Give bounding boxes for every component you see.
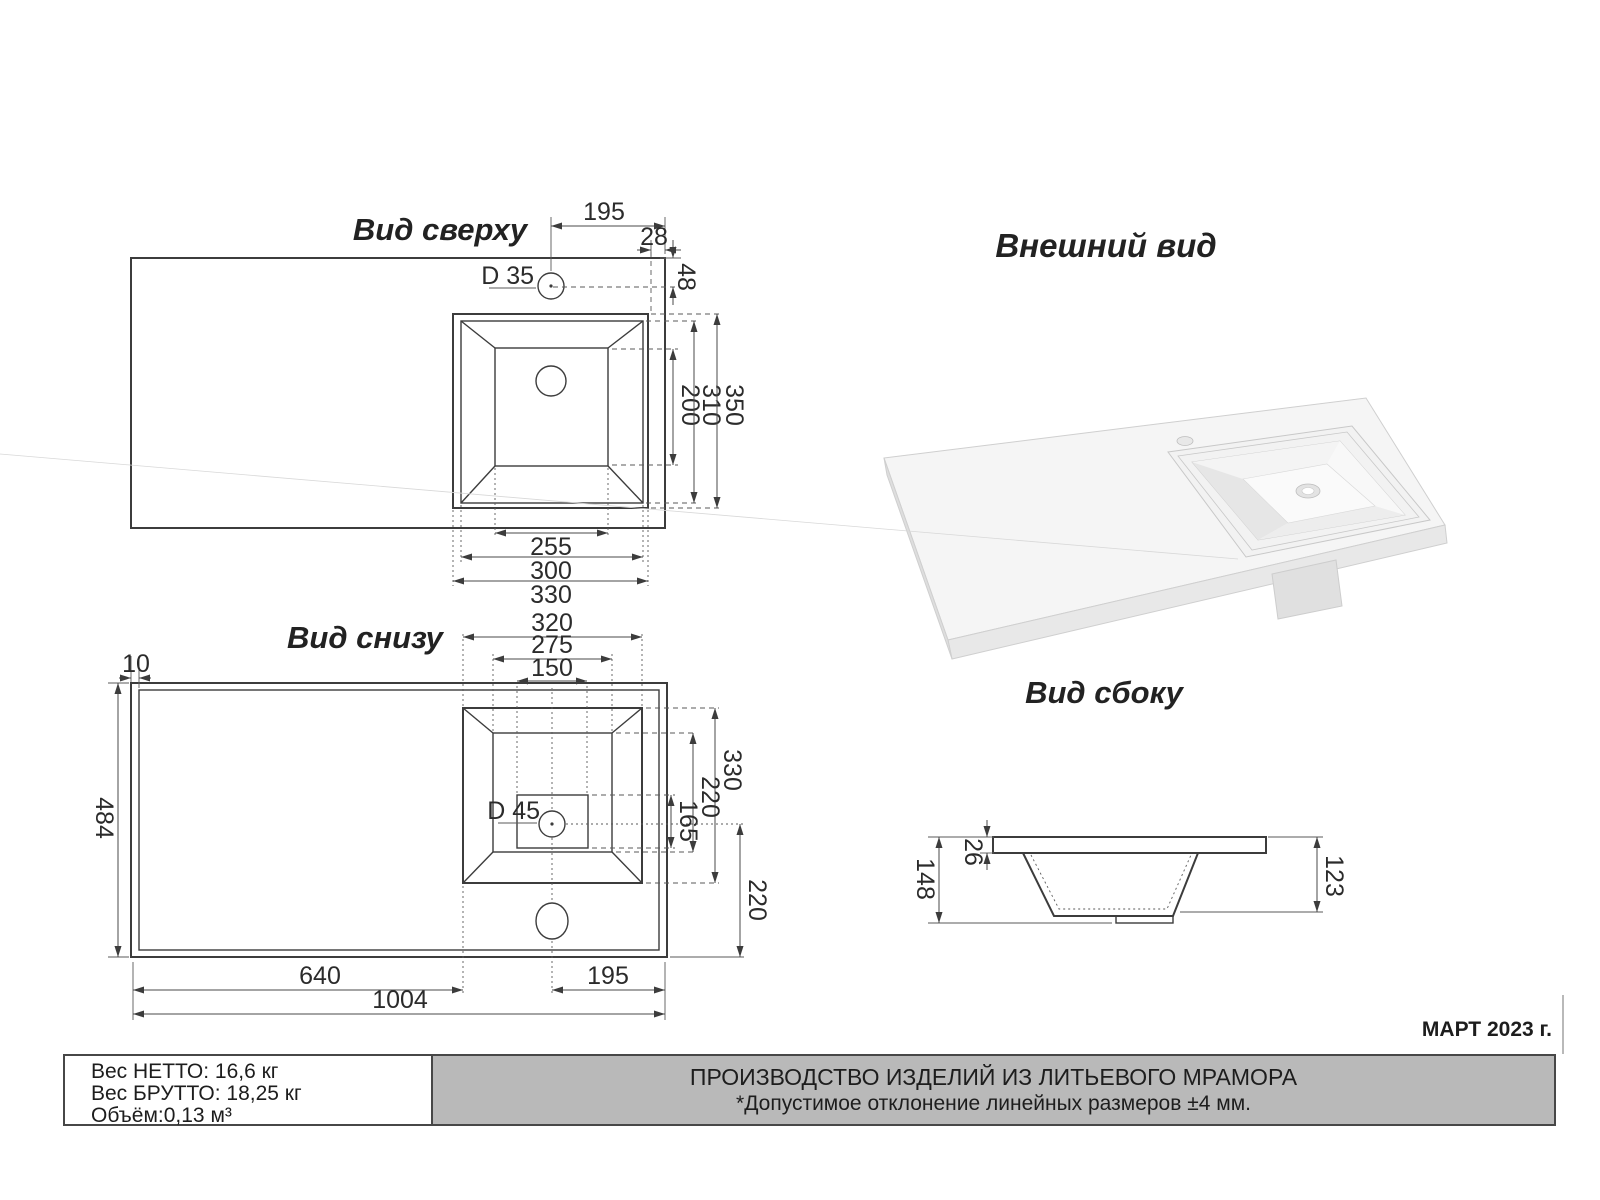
svg-text:484: 484 xyxy=(90,797,118,839)
svg-text:1004: 1004 xyxy=(372,986,428,1014)
svg-text:150: 150 xyxy=(531,654,573,682)
drain-stub xyxy=(1116,916,1173,923)
bottom-view-dim-220 xyxy=(616,733,724,852)
bottom-view-drain-diameter-label: D 45 xyxy=(487,797,540,825)
bottom-view-title: Вид снизу xyxy=(287,620,443,655)
side-view xyxy=(911,675,1348,923)
gross-weight: Вес БРУТТО: 18,25 кг xyxy=(91,1082,302,1105)
svg-text:255: 255 xyxy=(530,533,572,561)
top-view xyxy=(131,198,748,609)
side-view-profile xyxy=(993,837,1266,923)
svg-text:28: 28 xyxy=(640,223,668,251)
bottom-view-dim-484 xyxy=(90,683,129,957)
svg-text:275: 275 xyxy=(531,631,573,659)
tolerance-note: *Допустимое отклонение линейных размеров ±4 мм. xyxy=(736,1092,1251,1115)
date-note: МАРТ 2023 г. xyxy=(1421,1018,1552,1041)
bottom-view-dim-220-lower xyxy=(566,824,771,957)
bottom-view-dim-165 xyxy=(592,795,702,848)
drain-hole-top-view xyxy=(536,366,566,396)
side-view-dim-123 xyxy=(1180,837,1348,912)
net-weight: Вес НЕТТО: 16,6 кг xyxy=(91,1060,279,1083)
top-view-dim-200 xyxy=(612,349,704,465)
svg-text:123: 123 xyxy=(1320,855,1348,897)
svg-text:220: 220 xyxy=(743,879,771,921)
svg-text:200: 200 xyxy=(676,384,704,426)
footer-production-cell xyxy=(433,1056,1554,1124)
svg-text:330: 330 xyxy=(718,749,746,791)
bottom-view-dim-195 xyxy=(552,941,665,1020)
external-view-title: Внешний вид xyxy=(995,227,1217,264)
production-title: ПРОИЗВОДСТВО ИЗДЕЛИЙ ИЗ ЛИТЬЕВОГО МРАМОРА xyxy=(689,1064,1298,1090)
svg-text:195: 195 xyxy=(583,198,625,226)
bottom-view-drain-hole xyxy=(487,797,565,837)
svg-text:350: 350 xyxy=(720,384,748,426)
side-view-dim-148 xyxy=(911,837,1112,923)
bottom-view-faucet-hole xyxy=(536,903,568,939)
top-view-sink-basin xyxy=(453,314,648,508)
svg-text:320: 320 xyxy=(531,609,573,637)
bottom-view-sink-basin xyxy=(463,708,642,883)
bottom-view xyxy=(90,609,771,1020)
volume: Объём:0,13 м³ xyxy=(91,1104,232,1127)
svg-text:640: 640 xyxy=(299,962,341,990)
svg-text:48: 48 xyxy=(672,263,700,291)
top-view-title: Вид сверху xyxy=(352,212,528,247)
svg-text:10: 10 xyxy=(122,650,150,678)
external-view xyxy=(0,227,1447,659)
bottom-view-countertop-outline xyxy=(131,683,667,957)
bottom-view-dim-150 xyxy=(517,654,587,682)
svg-text:165: 165 xyxy=(674,800,702,842)
footer-weights-cell xyxy=(65,1056,433,1127)
side-view-dim-26 xyxy=(959,820,994,870)
svg-text:330: 330 xyxy=(530,581,572,609)
side-view-title: Вид сбоку xyxy=(1025,675,1183,710)
svg-text:148: 148 xyxy=(911,858,939,900)
svg-text:195: 195 xyxy=(587,962,629,990)
svg-text:26: 26 xyxy=(959,838,987,866)
faucet-hole-3d xyxy=(1177,437,1193,446)
top-view-faucet-hole xyxy=(481,262,677,299)
svg-text:300: 300 xyxy=(530,557,572,585)
top-view-faucet-diameter-label: D 35 xyxy=(481,262,534,290)
top-view-dim-255 xyxy=(495,468,608,561)
footer-title-block xyxy=(63,1054,1556,1126)
bottom-view-dim-330 xyxy=(646,708,746,883)
svg-text:310: 310 xyxy=(697,384,725,426)
svg-text:220: 220 xyxy=(696,776,724,818)
